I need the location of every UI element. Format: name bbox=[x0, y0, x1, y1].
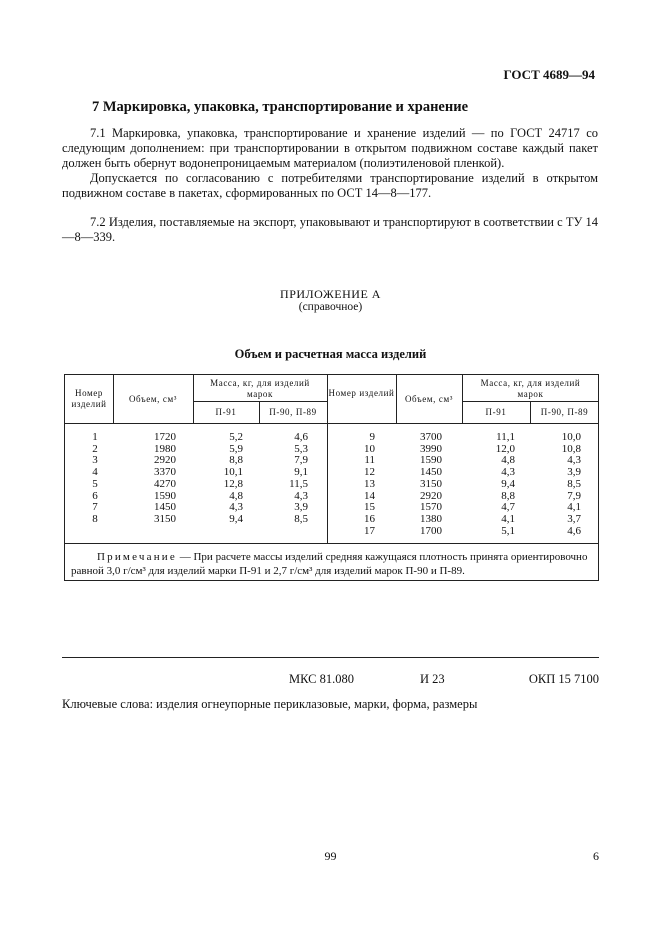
paragraph-permission bbox=[62, 171, 598, 201]
grid-line bbox=[65, 543, 598, 544]
table-cell: 4,1 bbox=[567, 501, 581, 514]
table-cell: 9,4 bbox=[229, 512, 243, 525]
table-cell: 12,0 bbox=[495, 442, 515, 455]
table-cell: 14 bbox=[364, 489, 375, 502]
table-cell: 1 bbox=[92, 431, 98, 443]
grid-line bbox=[65, 423, 598, 424]
table-cell: 9,4 bbox=[501, 477, 515, 490]
table-cell: 4,7 bbox=[501, 501, 515, 514]
table-cell: 3,7 bbox=[567, 512, 581, 525]
header-volume: Объем, см³ bbox=[404, 394, 454, 404]
table-cell: 17 bbox=[364, 524, 375, 537]
table-cell: 5,9 bbox=[229, 442, 243, 455]
header-mass-group: Масса, кг, для изделий марок bbox=[210, 378, 310, 399]
table-cell: 5,3 bbox=[294, 442, 308, 455]
classification-code: И 23 bbox=[420, 672, 445, 686]
table-cell: 3150 bbox=[154, 512, 176, 525]
header-mass-group: Масса, кг, для изделий марок bbox=[480, 378, 581, 399]
table-cell: 4,8 bbox=[229, 489, 243, 502]
appendix-title: ПРИЛОЖЕНИЕ А bbox=[280, 287, 381, 301]
table-cell: 4,3 bbox=[294, 489, 308, 502]
table-cell: 4 bbox=[92, 466, 98, 479]
document-code: ГОСТ 4689—94 bbox=[503, 67, 595, 82]
paragraph-text: Допускается по согласованию с потребителями транспортирование изделий в открытом подвижном составе в пакетах, сформированных по ОСТ 14—8—177. bbox=[62, 171, 598, 200]
table-cell: 11 bbox=[364, 454, 375, 467]
grid-line bbox=[193, 401, 327, 402]
table-cell: 1450 bbox=[154, 501, 176, 514]
table-cell: 4,6 bbox=[567, 524, 581, 537]
appendix-subtitle: (справочное) bbox=[298, 301, 363, 313]
table-cell: 1380 bbox=[420, 512, 442, 525]
table-cell: 7,9 bbox=[567, 489, 581, 502]
table-cell: 9,1 bbox=[294, 466, 308, 479]
right-p91-column bbox=[477, 432, 515, 537]
table-note bbox=[71, 550, 591, 578]
table-cell: 4,3 bbox=[501, 466, 515, 479]
table-cell: 12 bbox=[364, 466, 375, 479]
header-p90-p89: П-90, П-89 bbox=[269, 407, 317, 417]
table-cell: 8,5 bbox=[294, 512, 308, 525]
paragraph-7-1 bbox=[62, 126, 598, 171]
keywords: Ключевые слова: изделия огнеупорные периклазовые, марки, форма, размеры bbox=[62, 697, 478, 711]
table-cell: 13 bbox=[364, 477, 375, 490]
header-item-no: Номер изделий bbox=[71, 388, 107, 409]
table-cell: 11,5 bbox=[289, 477, 308, 490]
table-cell: 8,8 bbox=[229, 454, 243, 467]
table-cell: 3370 bbox=[154, 466, 176, 479]
footer-divider bbox=[62, 657, 599, 658]
table-cell: 1570 bbox=[420, 501, 442, 514]
table-cell: 5,2 bbox=[229, 431, 243, 443]
header-p91: П-91 bbox=[215, 407, 237, 417]
table-cell: 3,9 bbox=[567, 466, 581, 479]
right-item-no-column bbox=[335, 432, 375, 537]
table-cell: 4,6 bbox=[294, 431, 308, 443]
table-cell: 10,1 bbox=[223, 466, 243, 479]
table-cell: 15 bbox=[364, 501, 375, 514]
table-cell: 7,9 bbox=[294, 454, 308, 467]
note-text: — При расчете массы изделий средняя кажущаяся плотность принята ориентировочно равной 3,0 г/см³ для изделий марки П-91 и 2,7 г/см³ для изделий марок П-90 и П-89. bbox=[71, 551, 588, 577]
table-cell: 1700 bbox=[420, 524, 442, 537]
mass-table bbox=[64, 374, 599, 581]
grid-line bbox=[327, 375, 328, 543]
table-cell: 4270 bbox=[154, 477, 176, 490]
paragraph-text: 7.1 Маркировка, упаковка, транспортирование и хранение изделий — по ГОСТ 24717 со следующим дополнением: при транспортировании в открытом подвижном составе каждый пакет должен быть обернут водонепроницаемым материалом (полиэтиленовой пленкой). bbox=[62, 126, 598, 170]
table-cell: 2 bbox=[92, 442, 98, 455]
note-label: Примечание bbox=[97, 551, 177, 563]
table-cell: 16 bbox=[364, 512, 375, 525]
header-volume: Объем, см³ bbox=[128, 394, 178, 404]
table-cell: 1720 bbox=[154, 431, 176, 443]
table-cell: 4,3 bbox=[229, 501, 243, 514]
table-cell: 3700 bbox=[420, 431, 442, 443]
right-volume-column bbox=[401, 432, 461, 537]
table-cell: 1450 bbox=[420, 466, 442, 479]
table-cell: 8 bbox=[92, 512, 98, 525]
left-volume-column bbox=[135, 432, 195, 526]
table-cell: 4,3 bbox=[567, 454, 581, 467]
left-p91-column bbox=[205, 432, 243, 526]
table-cell: 1590 bbox=[154, 489, 176, 502]
table-cell: 2920 bbox=[420, 489, 442, 502]
table-cell: 11,1 bbox=[496, 431, 515, 443]
table-cell: 6 bbox=[92, 489, 98, 502]
right-p90-p89-column bbox=[543, 432, 581, 537]
table-cell: 5,1 bbox=[501, 524, 515, 537]
header-item-no: Номер изделий bbox=[328, 388, 395, 398]
table-cell: 4,8 bbox=[501, 454, 515, 467]
table-cell: 9 bbox=[369, 431, 375, 443]
table-cell: 8,8 bbox=[501, 489, 515, 502]
table-cell: 12,8 bbox=[223, 477, 243, 490]
header-p90-p89: П-90, П-89 bbox=[540, 407, 589, 417]
paragraph-7-2 bbox=[62, 215, 598, 245]
table-cell: 3150 bbox=[420, 477, 442, 490]
table-cell: 8,5 bbox=[567, 477, 581, 490]
table-cell: 4,1 bbox=[501, 512, 515, 525]
paragraph-text: 7.2 Изделия, поставляемые на экспорт, упаковывают и транспортируют в соответствии с ТУ 14—8—339. bbox=[62, 215, 598, 244]
table-cell: 1980 bbox=[154, 442, 176, 455]
table-cell: 2920 bbox=[154, 454, 176, 467]
section-heading: 7 Маркировка, упаковка, транспортирование и хранение bbox=[92, 99, 469, 115]
left-item-no-column bbox=[75, 432, 115, 526]
table-cell: 10 bbox=[364, 442, 375, 455]
table-cell: 10,0 bbox=[561, 431, 581, 443]
mks-code: МКС 81.080 bbox=[289, 672, 354, 686]
sheet-number: 6 bbox=[593, 849, 599, 863]
table-cell: 3 bbox=[92, 454, 98, 467]
left-p90-p89-column bbox=[270, 432, 308, 526]
header-p91: П-91 bbox=[485, 407, 507, 417]
page-number: 99 bbox=[324, 849, 337, 863]
table-cell: 5 bbox=[92, 477, 98, 490]
okp-code: ОКП 15 7100 bbox=[528, 672, 599, 686]
table-title: Объем и расчетная масса изделий bbox=[234, 347, 427, 361]
table-cell: 3990 bbox=[420, 442, 442, 455]
grid-line bbox=[462, 401, 599, 402]
table-cell: 7 bbox=[92, 501, 98, 514]
table-cell: 3,9 bbox=[294, 501, 308, 514]
table-cell: 1590 bbox=[420, 454, 442, 467]
table-cell: 10,8 bbox=[561, 442, 581, 455]
